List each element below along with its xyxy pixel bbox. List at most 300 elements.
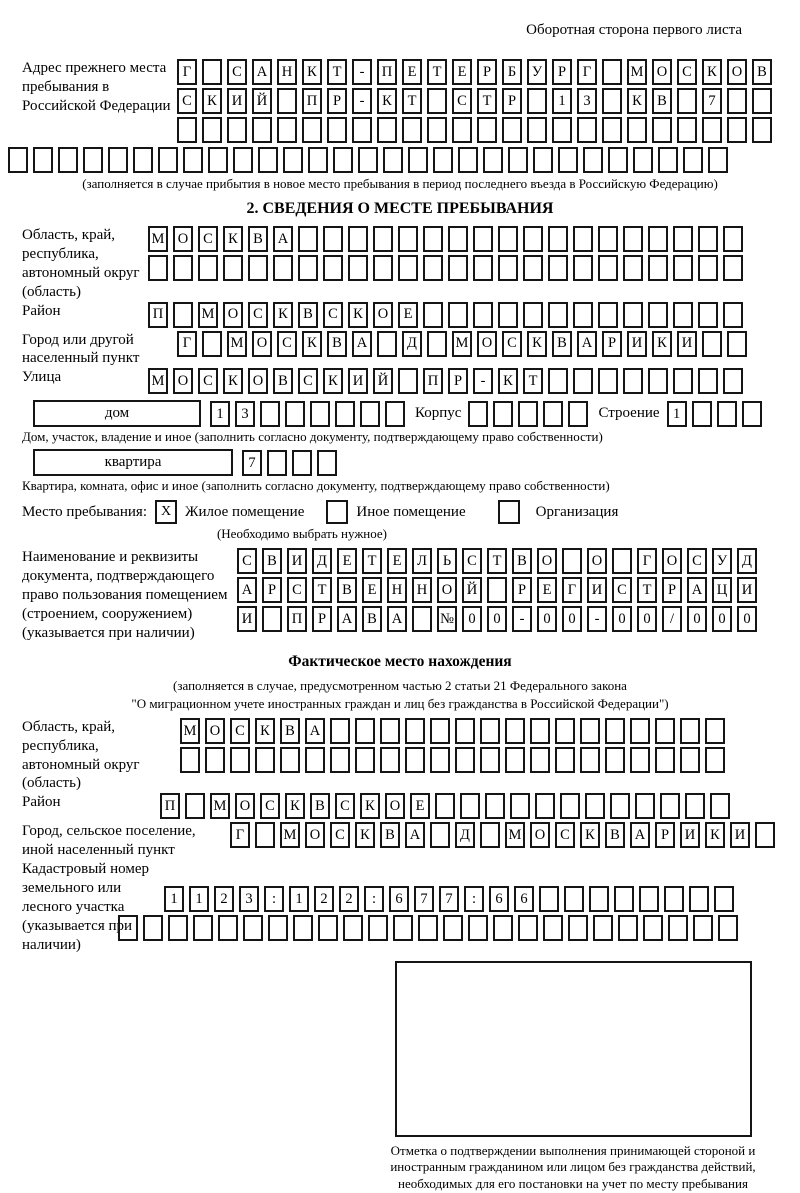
char-cell[interactable] — [677, 117, 697, 143]
char-cell[interactable] — [602, 117, 622, 143]
char-cell[interactable] — [435, 793, 455, 819]
char-cell[interactable]: К — [377, 88, 397, 114]
char-cell[interactable] — [427, 331, 447, 357]
char-cell[interactable] — [308, 147, 328, 173]
char-cell[interactable]: И — [677, 331, 697, 357]
char-cell[interactable]: - — [587, 606, 607, 632]
char-cell[interactable] — [562, 548, 582, 574]
char-cell[interactable]: 3 — [239, 886, 259, 912]
char-cell[interactable] — [560, 793, 580, 819]
char-cell[interactable]: Р — [655, 822, 675, 848]
char-cell[interactable]: К — [202, 88, 222, 114]
char-cell[interactable] — [202, 59, 222, 85]
char-cell[interactable] — [555, 747, 575, 773]
char-cell[interactable] — [593, 915, 613, 941]
char-cell[interactable]: № — [437, 606, 457, 632]
char-cell[interactable]: Г — [230, 822, 250, 848]
char-cell[interactable] — [460, 793, 480, 819]
char-cell[interactable] — [277, 117, 297, 143]
char-cell[interactable] — [493, 915, 513, 941]
char-cell[interactable]: Р — [262, 577, 282, 603]
char-cell[interactable]: С — [277, 331, 297, 357]
char-cell[interactable] — [727, 88, 747, 114]
char-cell[interactable]: 2 — [314, 886, 334, 912]
char-cell[interactable] — [193, 915, 213, 941]
char-cell[interactable] — [298, 226, 318, 252]
char-cell[interactable] — [555, 718, 575, 744]
char-cell[interactable] — [248, 255, 268, 281]
char-cell[interactable]: 1 — [289, 886, 309, 912]
char-cell[interactable]: И — [287, 548, 307, 574]
char-cell[interactable] — [583, 147, 603, 173]
char-cell[interactable] — [502, 117, 522, 143]
char-cell[interactable] — [698, 302, 718, 328]
char-cell[interactable]: О — [173, 368, 193, 394]
char-cell[interactable]: Т — [477, 88, 497, 114]
char-cell[interactable]: К — [705, 822, 725, 848]
char-cell[interactable]: О — [205, 718, 225, 744]
char-cell[interactable]: О — [727, 59, 747, 85]
char-cell[interactable]: А — [237, 577, 257, 603]
checkbox-org[interactable] — [498, 500, 520, 524]
char-cell[interactable] — [698, 255, 718, 281]
char-cell[interactable]: Г — [577, 59, 597, 85]
char-cell[interactable] — [302, 117, 322, 143]
char-cell[interactable]: В — [273, 368, 293, 394]
char-cell[interactable] — [348, 255, 368, 281]
char-cell[interactable]: О — [477, 331, 497, 357]
char-cell[interactable] — [468, 401, 488, 427]
char-cell[interactable] — [405, 718, 425, 744]
char-cell[interactable] — [148, 255, 168, 281]
char-cell[interactable]: Т — [327, 59, 347, 85]
char-cell[interactable] — [673, 255, 693, 281]
char-cell[interactable] — [648, 302, 668, 328]
char-cell[interactable]: Й — [462, 577, 482, 603]
char-cell[interactable]: М — [198, 302, 218, 328]
char-cell[interactable] — [258, 147, 278, 173]
char-cell[interactable]: 7 — [439, 886, 459, 912]
char-cell[interactable]: С — [227, 59, 247, 85]
char-cell[interactable] — [723, 368, 743, 394]
char-cell[interactable]: И — [627, 331, 647, 357]
char-cell[interactable] — [233, 147, 253, 173]
char-cell[interactable]: Р — [512, 577, 532, 603]
char-cell[interactable]: 0 — [537, 606, 557, 632]
char-cell[interactable] — [527, 117, 547, 143]
char-cell[interactable]: В — [652, 88, 672, 114]
char-cell[interactable] — [558, 147, 578, 173]
char-cell[interactable] — [627, 117, 647, 143]
char-cell[interactable] — [487, 577, 507, 603]
char-cell[interactable]: Р — [502, 88, 522, 114]
char-cell[interactable]: 1 — [164, 886, 184, 912]
char-cell[interactable]: С — [502, 331, 522, 357]
char-cell[interactable] — [455, 747, 475, 773]
char-cell[interactable] — [673, 368, 693, 394]
char-cell[interactable]: О — [662, 548, 682, 574]
char-cell[interactable]: К — [527, 331, 547, 357]
char-cell[interactable] — [535, 793, 555, 819]
char-cell[interactable]: Д — [402, 331, 422, 357]
char-cell[interactable] — [677, 88, 697, 114]
char-cell[interactable]: В — [298, 302, 318, 328]
checkbox-zhiloe[interactable]: X — [155, 500, 177, 524]
char-cell[interactable] — [527, 88, 547, 114]
char-cell[interactable]: 0 — [612, 606, 632, 632]
char-cell[interactable] — [480, 822, 500, 848]
char-cell[interactable]: В — [248, 226, 268, 252]
char-cell[interactable] — [317, 450, 337, 476]
char-cell[interactable] — [648, 226, 668, 252]
char-cell[interactable] — [223, 255, 243, 281]
char-cell[interactable] — [373, 226, 393, 252]
char-cell[interactable] — [523, 302, 543, 328]
char-cell[interactable]: Й — [373, 368, 393, 394]
char-cell[interactable]: С — [237, 548, 257, 574]
char-cell[interactable]: Ц — [712, 577, 732, 603]
char-cell[interactable]: - — [512, 606, 532, 632]
char-cell[interactable] — [598, 226, 618, 252]
char-cell[interactable]: - — [352, 59, 372, 85]
char-cell[interactable]: 0 — [737, 606, 757, 632]
char-cell[interactable] — [323, 226, 343, 252]
char-cell[interactable]: Н — [387, 577, 407, 603]
char-cell[interactable]: Т — [312, 577, 332, 603]
char-cell[interactable] — [377, 331, 397, 357]
char-cell[interactable]: 7 — [414, 886, 434, 912]
char-cell[interactable] — [577, 117, 597, 143]
char-cell[interactable] — [158, 147, 178, 173]
char-cell[interactable] — [639, 886, 659, 912]
char-cell[interactable]: 0 — [462, 606, 482, 632]
char-cell[interactable]: К — [360, 793, 380, 819]
char-cell[interactable] — [268, 915, 288, 941]
char-cell[interactable]: М — [227, 331, 247, 357]
checkbox-inoe[interactable] — [326, 500, 348, 524]
char-cell[interactable] — [33, 147, 53, 173]
char-cell[interactable] — [108, 147, 128, 173]
char-cell[interactable] — [543, 401, 563, 427]
char-cell[interactable] — [383, 147, 403, 173]
char-cell[interactable]: И — [680, 822, 700, 848]
char-cell[interactable] — [568, 915, 588, 941]
char-cell[interactable]: Ь — [437, 548, 457, 574]
char-cell[interactable]: В — [752, 59, 772, 85]
char-cell[interactable] — [427, 117, 447, 143]
char-cell[interactable] — [623, 226, 643, 252]
char-cell[interactable]: Т — [637, 577, 657, 603]
char-cell[interactable] — [473, 226, 493, 252]
char-cell[interactable]: В — [310, 793, 330, 819]
char-cell[interactable] — [177, 117, 197, 143]
char-cell[interactable]: Р — [602, 331, 622, 357]
char-cell[interactable] — [685, 793, 705, 819]
char-cell[interactable] — [335, 401, 355, 427]
char-cell[interactable] — [355, 718, 375, 744]
char-cell[interactable]: П — [377, 59, 397, 85]
char-cell[interactable] — [564, 886, 584, 912]
char-cell[interactable] — [183, 147, 203, 173]
char-cell[interactable] — [752, 88, 772, 114]
char-cell[interactable] — [305, 747, 325, 773]
char-cell[interactable] — [530, 718, 550, 744]
char-cell[interactable]: С — [287, 577, 307, 603]
char-cell[interactable] — [523, 226, 543, 252]
char-cell[interactable]: О — [373, 302, 393, 328]
char-cell[interactable]: 0 — [687, 606, 707, 632]
char-cell[interactable] — [643, 915, 663, 941]
char-cell[interactable] — [468, 915, 488, 941]
char-cell[interactable]: О — [173, 226, 193, 252]
char-cell[interactable] — [573, 226, 593, 252]
char-cell[interactable] — [692, 401, 712, 427]
char-cell[interactable] — [668, 915, 688, 941]
char-cell[interactable]: М — [452, 331, 472, 357]
char-cell[interactable] — [752, 117, 772, 143]
char-cell[interactable] — [498, 255, 518, 281]
char-cell[interactable] — [310, 401, 330, 427]
char-cell[interactable] — [283, 147, 303, 173]
char-cell[interactable] — [680, 718, 700, 744]
char-cell[interactable]: К — [255, 718, 275, 744]
char-cell[interactable] — [352, 117, 372, 143]
char-cell[interactable] — [423, 302, 443, 328]
char-cell[interactable] — [618, 915, 638, 941]
char-cell[interactable] — [718, 915, 738, 941]
char-cell[interactable]: Б — [502, 59, 522, 85]
char-cell[interactable] — [330, 718, 350, 744]
char-cell[interactable] — [605, 747, 625, 773]
char-cell[interactable] — [543, 915, 563, 941]
char-cell[interactable]: К — [355, 822, 375, 848]
char-cell[interactable] — [83, 147, 103, 173]
char-cell[interactable] — [523, 255, 543, 281]
char-cell[interactable]: Т — [362, 548, 382, 574]
char-cell[interactable] — [380, 747, 400, 773]
char-cell[interactable] — [427, 88, 447, 114]
char-cell[interactable]: Е — [398, 302, 418, 328]
char-cell[interactable] — [348, 226, 368, 252]
char-cell[interactable]: А — [687, 577, 707, 603]
char-cell[interactable] — [648, 255, 668, 281]
char-cell[interactable]: 0 — [637, 606, 657, 632]
char-cell[interactable]: / — [662, 606, 682, 632]
char-cell[interactable]: С — [555, 822, 575, 848]
char-cell[interactable] — [683, 147, 703, 173]
char-cell[interactable] — [648, 368, 668, 394]
char-cell[interactable]: С — [177, 88, 197, 114]
char-cell[interactable] — [705, 747, 725, 773]
char-cell[interactable]: 0 — [562, 606, 582, 632]
char-cell[interactable]: А — [305, 718, 325, 744]
char-cell[interactable] — [330, 747, 350, 773]
char-cell[interactable]: К — [652, 331, 672, 357]
char-cell[interactable]: Н — [277, 59, 297, 85]
char-cell[interactable] — [398, 368, 418, 394]
char-cell[interactable]: К — [580, 822, 600, 848]
char-cell[interactable]: С — [612, 577, 632, 603]
char-cell[interactable]: О — [530, 822, 550, 848]
char-cell[interactable] — [408, 147, 428, 173]
char-cell[interactable] — [180, 747, 200, 773]
char-cell[interactable]: 3 — [235, 401, 255, 427]
char-cell[interactable]: Р — [312, 606, 332, 632]
char-cell[interactable]: Т — [487, 548, 507, 574]
char-cell[interactable] — [673, 302, 693, 328]
char-cell[interactable]: 2 — [214, 886, 234, 912]
char-cell[interactable] — [580, 747, 600, 773]
char-cell[interactable] — [327, 117, 347, 143]
char-cell[interactable]: А — [337, 606, 357, 632]
char-cell[interactable] — [448, 226, 468, 252]
char-cell[interactable] — [143, 915, 163, 941]
char-cell[interactable] — [655, 747, 675, 773]
char-cell[interactable] — [518, 401, 538, 427]
char-cell[interactable] — [298, 255, 318, 281]
char-cell[interactable] — [612, 548, 632, 574]
char-cell[interactable]: И — [227, 88, 247, 114]
char-cell[interactable]: И — [730, 822, 750, 848]
char-cell[interactable] — [377, 117, 397, 143]
char-cell[interactable] — [483, 147, 503, 173]
char-cell[interactable]: К — [302, 59, 322, 85]
char-cell[interactable] — [252, 117, 272, 143]
char-cell[interactable] — [458, 147, 478, 173]
char-cell[interactable] — [608, 147, 628, 173]
char-cell[interactable]: Р — [552, 59, 572, 85]
char-cell[interactable]: И — [587, 577, 607, 603]
char-cell[interactable] — [652, 117, 672, 143]
char-cell[interactable] — [368, 915, 388, 941]
char-cell[interactable] — [623, 368, 643, 394]
char-cell[interactable]: И — [737, 577, 757, 603]
char-cell[interactable] — [227, 117, 247, 143]
char-cell[interactable]: П — [302, 88, 322, 114]
char-cell[interactable] — [185, 793, 205, 819]
char-cell[interactable] — [510, 793, 530, 819]
char-cell[interactable]: 1 — [667, 401, 687, 427]
char-cell[interactable] — [710, 793, 730, 819]
char-cell[interactable]: С — [335, 793, 355, 819]
char-cell[interactable] — [655, 718, 675, 744]
char-cell[interactable] — [548, 255, 568, 281]
char-cell[interactable] — [702, 117, 722, 143]
char-cell[interactable] — [633, 147, 653, 173]
char-cell[interactable] — [255, 747, 275, 773]
char-cell[interactable] — [573, 302, 593, 328]
char-cell[interactable] — [548, 302, 568, 328]
char-cell[interactable] — [473, 255, 493, 281]
char-cell[interactable]: Д — [455, 822, 475, 848]
char-cell[interactable]: К — [223, 226, 243, 252]
char-cell[interactable] — [260, 401, 280, 427]
char-cell[interactable] — [689, 886, 709, 912]
char-cell[interactable]: Г — [562, 577, 582, 603]
char-cell[interactable] — [723, 255, 743, 281]
char-cell[interactable]: 1 — [210, 401, 230, 427]
char-cell[interactable] — [548, 226, 568, 252]
char-cell[interactable]: Р — [448, 368, 468, 394]
char-cell[interactable]: В — [380, 822, 400, 848]
char-cell[interactable]: Е — [402, 59, 422, 85]
char-cell[interactable] — [198, 255, 218, 281]
char-cell[interactable] — [533, 147, 553, 173]
char-cell[interactable]: Т — [427, 59, 447, 85]
char-cell[interactable] — [498, 302, 518, 328]
char-cell[interactable] — [168, 915, 188, 941]
char-cell[interactable]: Е — [410, 793, 430, 819]
char-cell[interactable] — [202, 117, 222, 143]
char-cell[interactable] — [430, 822, 450, 848]
char-cell[interactable] — [623, 255, 643, 281]
char-cell[interactable]: К — [348, 302, 368, 328]
char-cell[interactable] — [580, 718, 600, 744]
char-cell[interactable]: Р — [327, 88, 347, 114]
char-cell[interactable]: Н — [412, 577, 432, 603]
char-cell[interactable] — [589, 886, 609, 912]
char-cell[interactable]: : — [364, 886, 384, 912]
char-cell[interactable] — [698, 226, 718, 252]
char-cell[interactable] — [205, 747, 225, 773]
char-cell[interactable]: С — [230, 718, 250, 744]
char-cell[interactable] — [455, 718, 475, 744]
char-cell[interactable]: Й — [252, 88, 272, 114]
char-cell[interactable]: П — [160, 793, 180, 819]
char-cell[interactable]: А — [630, 822, 650, 848]
char-cell[interactable]: Д — [737, 548, 757, 574]
char-cell[interactable]: 1 — [552, 88, 572, 114]
char-cell[interactable]: К — [273, 302, 293, 328]
char-cell[interactable] — [393, 915, 413, 941]
char-cell[interactable]: А — [352, 331, 372, 357]
char-cell[interactable] — [505, 718, 525, 744]
char-cell[interactable]: С — [248, 302, 268, 328]
char-cell[interactable]: Е — [337, 548, 357, 574]
char-cell[interactable] — [598, 255, 618, 281]
char-cell[interactable] — [630, 747, 650, 773]
char-cell[interactable] — [380, 718, 400, 744]
char-cell[interactable]: Т — [402, 88, 422, 114]
char-cell[interactable]: С — [330, 822, 350, 848]
char-cell[interactable] — [243, 915, 263, 941]
char-cell[interactable] — [598, 368, 618, 394]
char-cell[interactable] — [402, 117, 422, 143]
char-cell[interactable]: О — [537, 548, 557, 574]
char-cell[interactable] — [610, 793, 630, 819]
char-cell[interactable]: С — [323, 302, 343, 328]
char-cell[interactable] — [343, 915, 363, 941]
char-cell[interactable] — [333, 147, 353, 173]
char-cell[interactable]: 3 — [577, 88, 597, 114]
char-cell[interactable] — [605, 718, 625, 744]
char-cell[interactable] — [714, 886, 734, 912]
char-cell[interactable]: Е — [537, 577, 557, 603]
char-cell[interactable]: О — [652, 59, 672, 85]
char-cell[interactable] — [573, 368, 593, 394]
char-cell[interactable]: О — [235, 793, 255, 819]
char-cell[interactable]: С — [298, 368, 318, 394]
char-cell[interactable]: - — [473, 368, 493, 394]
char-cell[interactable] — [208, 147, 228, 173]
char-cell[interactable]: О — [587, 548, 607, 574]
char-cell[interactable]: - — [352, 88, 372, 114]
char-cell[interactable] — [267, 450, 287, 476]
char-cell[interactable] — [430, 718, 450, 744]
char-cell[interactable] — [693, 915, 713, 941]
char-cell[interactable] — [630, 718, 650, 744]
char-cell[interactable]: 2 — [339, 886, 359, 912]
